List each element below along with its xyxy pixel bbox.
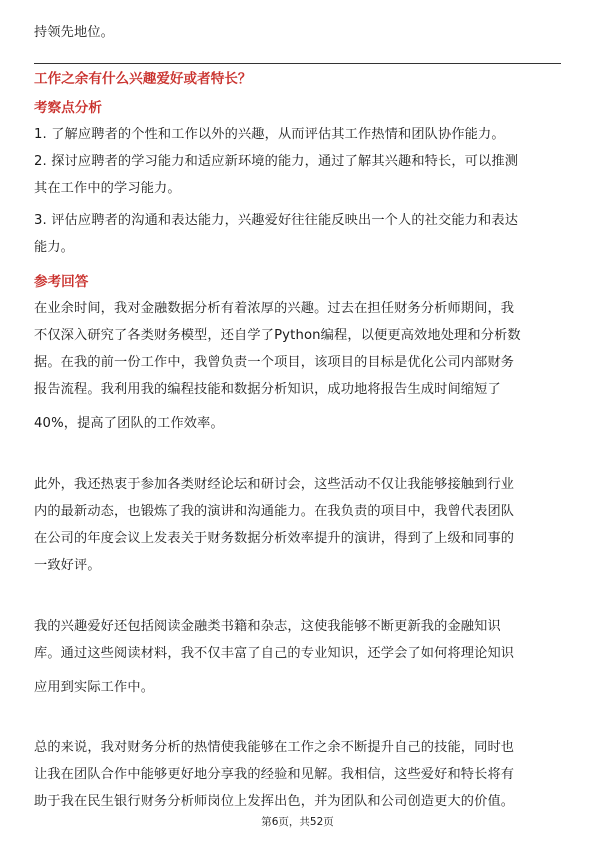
analysis-line: 2. 探讨应聘者的学习能力和适应新环境的能力，通过了解其兴趣和特长，可以推测 [34, 154, 519, 169]
answer-line: 在业余时间，我对金融数据分析有着浓厚的兴趣。过去在担任财务分析师期间，我 [34, 301, 515, 316]
answer-line: 助于我在民生银行财务分析师岗位上发挥出色，并为团队和公司创造更大的价值。 [34, 794, 515, 809]
answer-line: 一致好评。 [34, 558, 101, 573]
answer-line: 我的兴趣爱好还包括阅读金融类书籍和杂志，这使我能够不断更新我的金融知识 [34, 619, 501, 634]
answer-line: 40%，提高了团队的工作效率。 [34, 416, 224, 431]
answer-line: 此外，我还热衷于参加各类财经论坛和研讨会，这些活动不仅让我能够接触到行业 [34, 477, 515, 492]
analysis-line: 1. 了解应聘者的个性和工作以外的兴趣，从而评估其工作热情和团队协作能力。 [34, 127, 505, 142]
question-heading: 工作之余有什么兴趣爱好或者特长？ [34, 71, 252, 87]
answer-line: 总的来说，我对财务分析的热情使我能够在工作之余不断提升自己的技能，同时也 [34, 740, 515, 755]
answer-line: 库。通过这些阅读材料，我不仅丰富了自己的专业知识，还学会了如何将理论知识 [34, 646, 515, 661]
answer-line: 据。在我的前一份工作中，我曾负责一个项目，该项目的目标是优化公司内部财务 [34, 355, 515, 370]
analysis-line: 能力。 [34, 240, 75, 255]
answer-line: 让我在团队合作中能够更好地分享我的经验和见解。我相信，这些爱好和特长将有 [34, 767, 515, 782]
top-paragraph: 持领先地位。 [34, 25, 115, 40]
answer-line: 内的最新动态，也锻炼了我的演讲和沟通能力。在我负责的项目中，我曾代表团队 [34, 504, 515, 519]
answer-line: 在公司的年度会议上发表关于财务数据分析效率提升的演讲，得到了上级和同事的 [34, 531, 515, 546]
answer-line: 不仅深入研究了各类财务模型，还自学了Python编程，以便更高效地处理和分析数 [34, 328, 521, 343]
analysis-heading: 考察点分析 [34, 100, 102, 116]
page-number-footer: 第6页，共52页 [261, 816, 334, 828]
answer-line: 报告流程。我利用我的编程技能和数据分析知识，成功地将报告生成时间缩短了 [34, 382, 501, 397]
section-divider [34, 63, 561, 64]
analysis-line: 3. 评估应聘者的沟通和表达能力，兴趣爱好往往能反映出一个人的社交能力和表达 [34, 213, 519, 228]
analysis-line: 其在工作中的学习能力。 [34, 181, 181, 196]
answer-line: 应用到实际工作中。 [34, 680, 155, 695]
answer-heading: 参考回答 [34, 274, 89, 290]
